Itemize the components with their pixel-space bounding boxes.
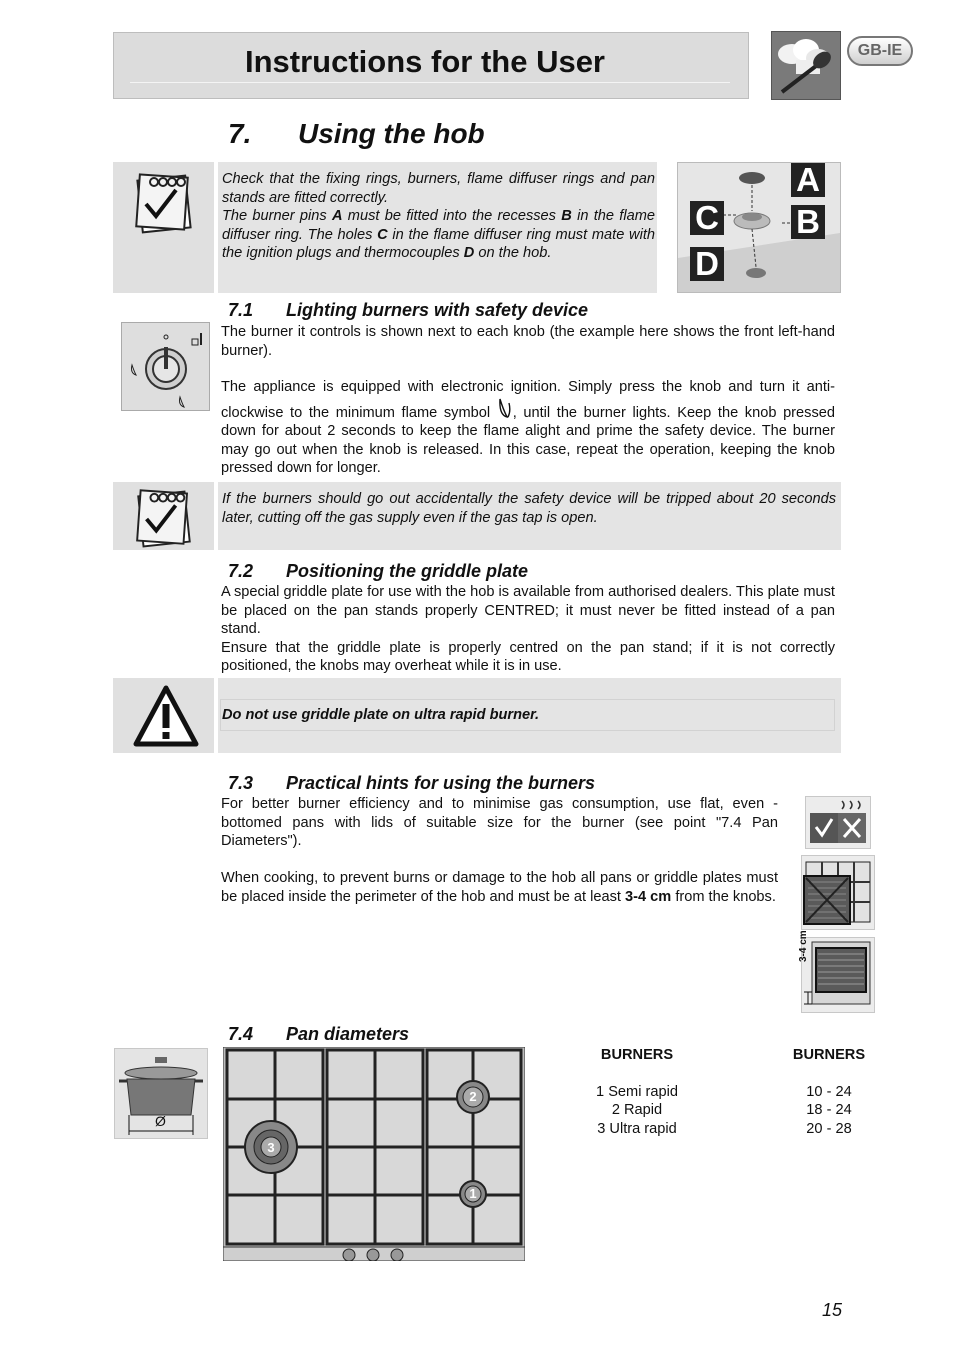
warning-triangle-icon <box>132 684 200 753</box>
knob-icon <box>121 322 210 411</box>
section-7-4-title: 7.4 Pan diameters <box>228 1024 410 1044</box>
section-7-3-title: 7.3 Practical hints for using the burners <box>228 773 596 793</box>
distance-label: 3-4 cm <box>798 930 809 962</box>
section-7-2-title: 7.2 Positioning the griddle plate <box>228 561 529 581</box>
label-d: D <box>690 247 724 281</box>
page-number: 15 <box>822 1300 843 1320</box>
label-c: C <box>690 201 724 235</box>
section-7-3-paragraph-1: For better burner efficiency and to minimise gas consumption, use flat, even - bottomed pans with lids of suitable size for the burner (see point "7.4 Pan Diameters"). <box>221 796 778 849</box>
min-flame-icon <box>497 397 513 419</box>
section-7-1-title: 7.1 Lighting burners with safety device <box>228 300 589 320</box>
notepad-check-icon <box>132 172 196 239</box>
burner-assembly-diagram <box>677 162 841 293</box>
note-fitting-text: Check that the fixing rings, burners, flame diffuser rings and pan stands are fitted correctly. The burner pins A must be fitted into the recesses B in the flame diffuser ring. The holes C in the flame diffuser ring must mate with the ignition plugs and thermocouples D on the hob. <box>222 171 655 261</box>
pan-diameter-table <box>580 1046 924 1138</box>
table-header-burners: BURNERS <box>792 1047 866 1063</box>
hob-top-view-image <box>223 1047 525 1261</box>
notepad-check-icon <box>132 488 196 553</box>
page-header-title: Instructions for the User <box>245 44 605 79</box>
burner-label-2: 2 <box>469 1089 477 1104</box>
label-b: B <box>791 205 825 239</box>
table-header-burners: BURNERS <box>600 1047 674 1063</box>
chapter-title <box>228 118 485 150</box>
pan-placement-icon <box>801 855 875 930</box>
section-7-3-paragraph-2: When cooking, to prevent burns or damage to the hob all pans or griddle plates must be placed inside the perimeter of the hob and must be at least 3-4 cm from the knobs. <box>221 870 778 905</box>
language-badge: GB-IE <box>847 36 913 66</box>
label-a: A <box>791 163 825 197</box>
table-row: 1 Semi rapid 10 - 24 <box>596 1083 852 1100</box>
section-7-1-paragraph-1: The burner it controls is shown next to each knob (the example here shows the front left-hand burner). <box>221 324 835 359</box>
table-row: 3 Ultra rapid 20 - 28 <box>597 1120 852 1137</box>
safety-device-note: If the burners should go out accidentally the safety device will be tripped about 20 seconds later, cutting off the gas supply even if the gas tap is open. <box>222 491 836 526</box>
pan-diameter-icon <box>114 1048 208 1139</box>
chef-spoon-logo-icon <box>771 31 841 100</box>
chapter-number: 7. <box>228 118 252 149</box>
burner-label-3: 3 <box>267 1140 275 1155</box>
burner-label-1: 1 <box>469 1186 477 1201</box>
section-7-2-paragraph: A special griddle plate for use with the hob is available from authorised dealers. This plate must be placed on the pan stands properly CENTRED; it must never be fitted instead of a pan stand. Ensure that the griddle plate is properly centred on the pan stand; if it is not correctly positioned, the knobs may overheat while it is in use. <box>221 584 835 674</box>
table-row: 2 Rapid 18 - 24 <box>611 1102 852 1118</box>
diameter-symbol: Ø <box>155 1113 166 1129</box>
griddle-distance-icon <box>798 930 875 1013</box>
section-7-1-paragraph-2: The appliance is equipped with electronic ignition. Simply press the knob and turn it anti-clockwise to the minimum flame symbol , until the burner lights. Keep the knob pressed down for about 2 seconds to keep the flame alight and prime the safety device. The burner may go out when the knob is released. In this case, repeat the operation, keeping the knob pressed down for longer. <box>221 379 835 476</box>
griddle-warning-text: Do not use griddle plate on ultra rapid burner. <box>222 707 540 723</box>
pan-with-lid-icon <box>805 796 871 849</box>
chapter-title-text: Using the hob <box>298 118 485 149</box>
header-divider <box>130 82 730 83</box>
